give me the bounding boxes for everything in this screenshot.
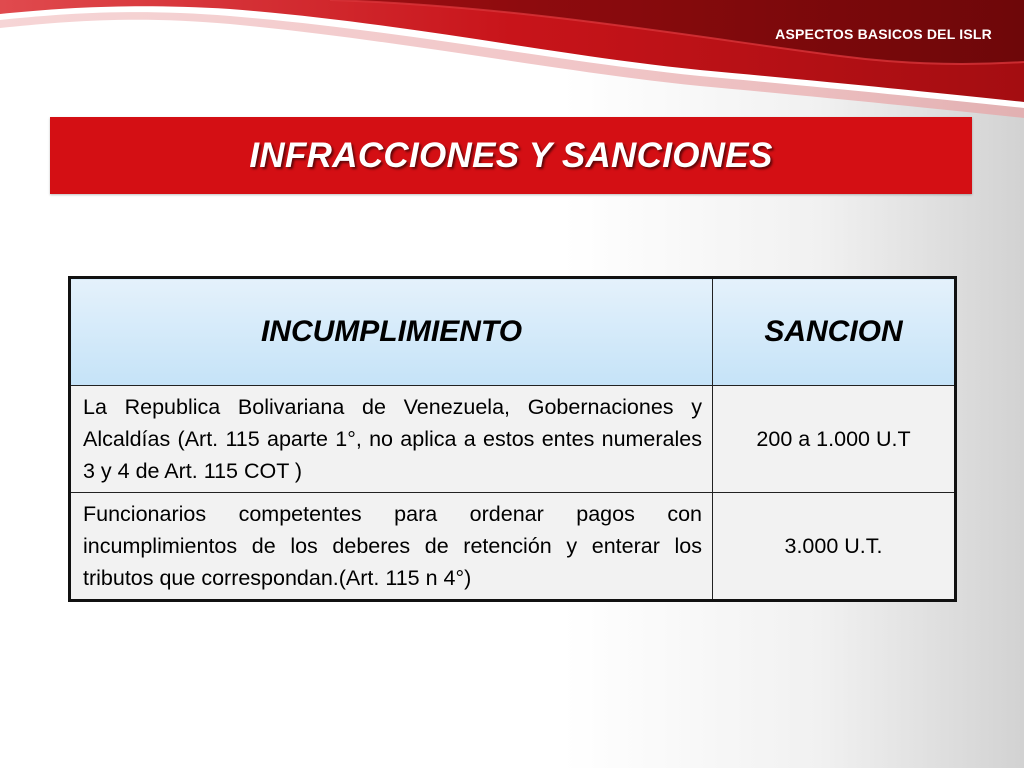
header-swoosh-decoration (0, 0, 1024, 130)
incumplimiento-cell: La Republica Bolivariana de Venezuela, Gobernaciones y Alcaldías (Art. 115 aparte 1°, no aplica a estos entes numerales 3 y 4 de Art. 115 COT ) (70, 386, 713, 493)
title-bar (50, 117, 972, 194)
page-title: INFRACCIONES Y SANCIONES (249, 135, 773, 175)
incumplimiento-cell: Funcionarios competentes para ordenar pagos con incumplimientos de los deberes de retención y enterar los tributos que correspondan.(Art. 115 n 4°) (70, 493, 713, 601)
table-header-row (70, 278, 956, 386)
sanctions-table (68, 276, 957, 602)
sancion-cell: 200 a 1.000 U.T (713, 386, 956, 493)
header-section-label: ASPECTOS BASICOS DEL ISLR (775, 26, 992, 42)
sancion-cell: 3.000 U.T. (713, 493, 956, 601)
column-header-incumplimiento: INCUMPLIMIENTO (70, 278, 713, 386)
table-row (70, 386, 956, 493)
column-header-sancion: SANCION (713, 278, 956, 386)
table-row (70, 493, 956, 601)
